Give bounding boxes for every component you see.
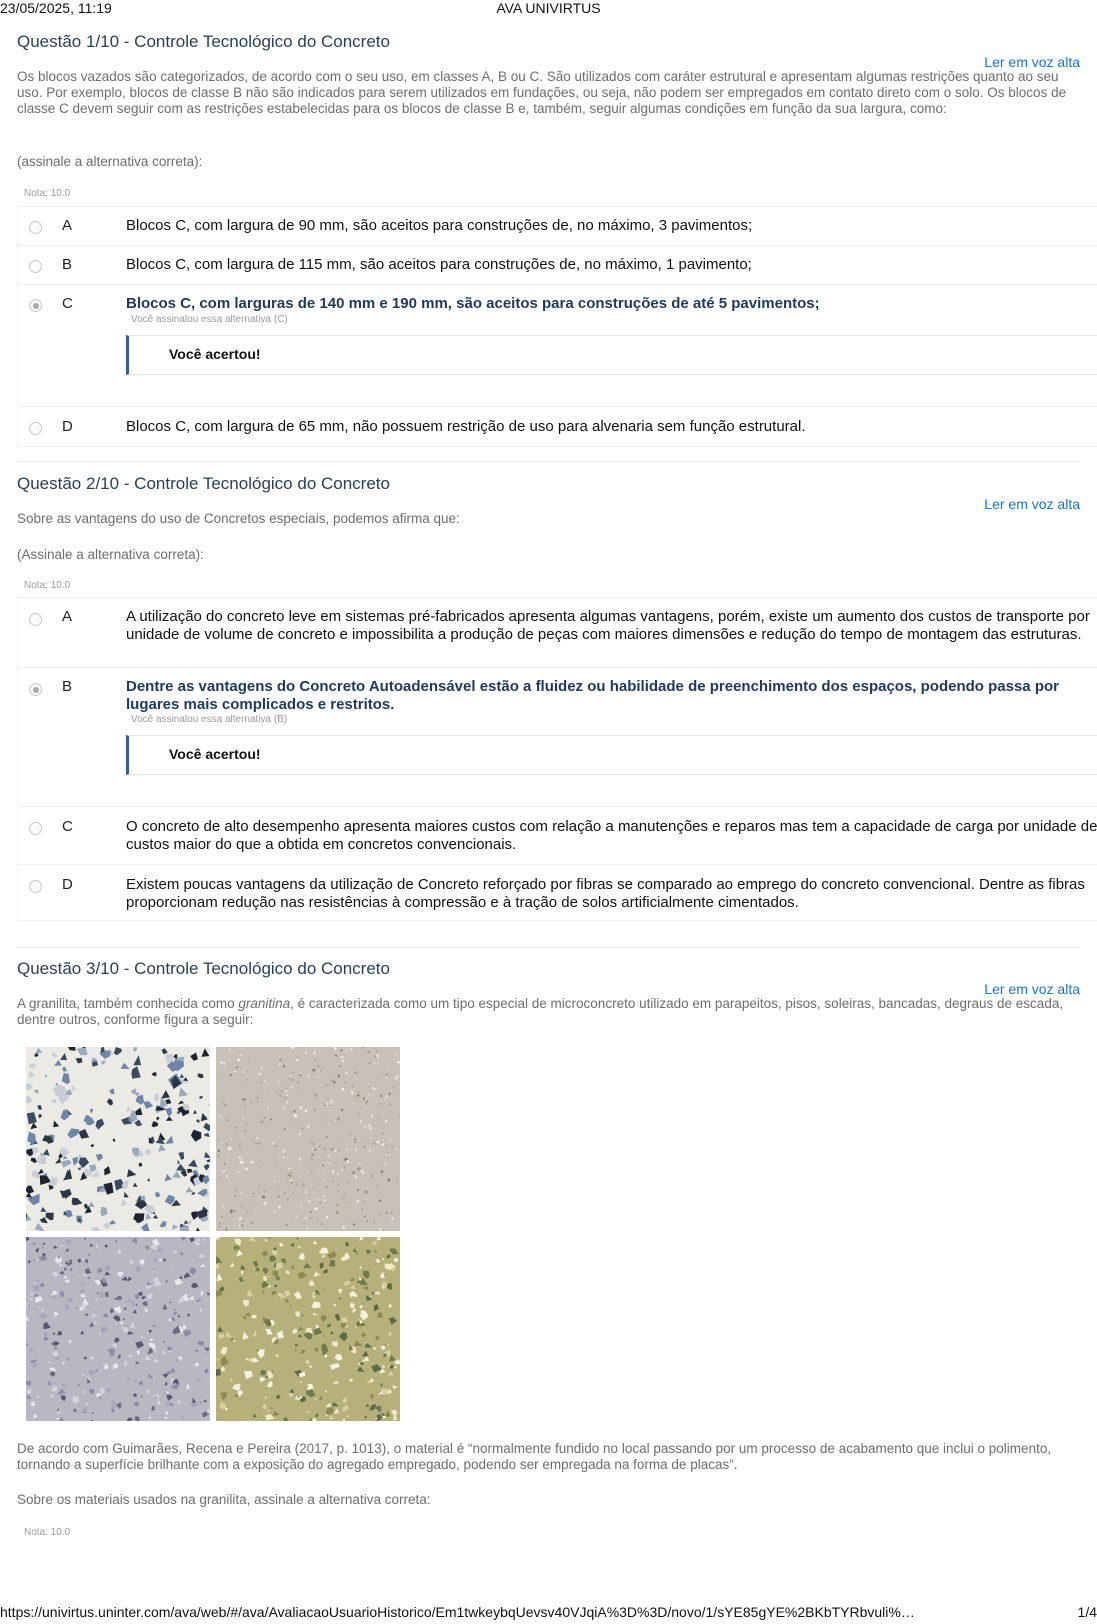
read-aloud-link[interactable]: Ler em voz alta <box>984 496 1080 512</box>
option-text: A utilização do concreto leve em sistemas pré-fabricados apresenta algumas vantagens, porém, existe um aumento dos custos de transporte por unidade de volume de concreto e impossibilita a produção de peças com maiores dimensões e redução do tempo de montagem das estruturas. <box>126 608 1090 643</box>
granilita-figure <box>26 1047 400 1421</box>
option-letter: D <box>62 418 73 435</box>
print-header <box>0 0 1097 18</box>
option-letter: B <box>62 678 73 695</box>
read-aloud-link[interactable]: Ler em voz alta <box>984 54 1080 70</box>
option-text-selected: Dentre as vantagens do Concreto Autoadensável estão a fluidez ou habilidade de preenchimento dos espaços, podendo passa por lugares mais complicados e restritos. <box>126 678 1059 713</box>
option-text: Blocos C, com largura de 90 mm, são aceitos para construções de, no máximo, 3 pavimentos; <box>126 217 753 234</box>
granilita-tile-lilac <box>26 1237 210 1421</box>
question-text-part: , é caracterizada como um tipo especial de microconcreto utilizado em parapeitos, pisos, soleiras, bancadas, degraus de escada, dentre outros, conforme figura a seguir: <box>17 996 1064 1027</box>
question-text <box>17 996 1080 1028</box>
option-letter: C <box>62 818 73 835</box>
feedback-box <box>126 735 1097 775</box>
question-title: Questão 1/10 - Controle Tecnológico do Concreto <box>17 32 390 51</box>
question-text-part: A granilita, também conhecida como <box>17 996 239 1011</box>
question-text: Os blocos vazados são categorizados, de acordo com o seu uso, em classes A, B ou C. São utilizados com caráter estrutural e apresentam algumas restrições quanto ao seu uso. Por exemplo, blocos de classe B não são indicados para serem utilizados em fundações, ou seja, não podem ser empregados em contato direto com o solo. Os blocos de classe C devem seguir com as restrições estabelecidas para os blocos de classe B e, também, seguir algumas condições em função da sua largura, como: <box>17 69 1067 116</box>
marked-alternative-note: Você assinalou essa alternativa (C) <box>131 314 288 325</box>
question-2 <box>17 474 1097 934</box>
radio-button[interactable] <box>29 613 42 626</box>
question-title: Questão 3/10 - Controle Tecnológico do Concreto <box>17 959 390 978</box>
option-c[interactable] <box>17 807 1097 865</box>
grade-label: Nota: 10.0 <box>24 1527 71 1538</box>
question-1 <box>17 32 1080 457</box>
question-instruction: (assinale a alternativa correta): <box>17 154 203 169</box>
read-aloud-link[interactable]: Ler em voz alta <box>984 981 1080 997</box>
print-page-number: 1/4 <box>1077 1604 1097 1620</box>
radio-button[interactable] <box>29 822 42 835</box>
radio-button[interactable] <box>29 260 42 273</box>
feedback-correct-text: Você acertou! <box>169 746 261 762</box>
granilita-tile-gray-fine <box>216 1047 400 1231</box>
option-b[interactable] <box>17 246 1097 285</box>
option-letter: A <box>62 608 73 625</box>
option-c-selected[interactable] <box>17 285 1097 407</box>
option-text: Blocos C, com largura de 65 mm, não possuem restrição de uso para alvenaria sem função estrutural. <box>126 418 806 435</box>
option-a[interactable] <box>17 207 1097 246</box>
option-a[interactable] <box>17 598 1097 668</box>
grade-label: Nota: 10.0 <box>24 188 71 199</box>
print-date: 23/05/2025, 11:19 <box>0 0 112 16</box>
radio-button[interactable] <box>29 422 42 435</box>
option-letter: B <box>62 256 73 273</box>
options-list <box>17 597 1097 921</box>
option-text-selected: Blocos C, com larguras de 140 mm e 190 mm, são aceitos para construções de até 5 pavimentos; <box>126 295 820 312</box>
option-letter: C <box>62 295 73 312</box>
question-text-italic: granitina <box>238 996 291 1011</box>
print-url: https://univirtus.uninter.com/ava/web/#/ava/AvaliacaoUsuarioHistorico/Em1twkeybqUevsv40VJqiA%3D%3D/novo/1/sYE85gYE%2BKbTYRbvuli%… <box>0 1604 915 1620</box>
print-site-title: AVA UNIVIRTUS <box>496 0 601 16</box>
question-separator <box>17 461 1080 462</box>
radio-button[interactable] <box>29 221 42 234</box>
feedback-box <box>126 335 1097 375</box>
option-letter: D <box>62 876 73 893</box>
option-letter: A <box>62 217 73 234</box>
option-text: Blocos C, com largura de 115 mm, são aceitos para construções de, no máximo, 1 pavimento; <box>126 256 752 273</box>
marked-alternative-note: Você assinalou essa alternativa (B) <box>131 714 288 725</box>
question-text: Sobre as vantagens do uso de Concretos especiais, podemos afirma que: <box>17 511 460 526</box>
option-d[interactable] <box>17 407 1097 447</box>
grade-label: Nota: 10.0 <box>24 580 71 591</box>
question-title: Questão 2/10 - Controle Tecnológico do Concreto <box>17 474 390 493</box>
option-text: Existem poucas vantagens da utilização de Concreto reforçado por fibras se comparado ao emprego do concreto convencional. Dentre as fibras proporcionam redução nas resistências à compressão e à tração de solos artificialmente cimentados. <box>126 876 1085 911</box>
option-b-selected[interactable] <box>17 668 1097 807</box>
radio-button[interactable] <box>29 880 42 893</box>
question-separator <box>17 947 1080 948</box>
radio-button-checked[interactable] <box>29 299 42 312</box>
feedback-correct-text: Você acertou! <box>169 346 261 362</box>
radio-button-checked[interactable] <box>29 683 42 696</box>
citation-text: De acordo com Guimarães, Recena e Pereira (2017, p. 1013), o material é “normalmente fundido no local passando por um processo de acabamento que inclui o polimento, tornando a superfície brilhante com a exposição do agregado empregado, podendo ser empregada na forma de placas”. <box>17 1441 1052 1472</box>
options-list <box>17 206 1097 447</box>
granilita-tile-dark-chips <box>26 1047 210 1231</box>
option-d[interactable] <box>17 865 1097 921</box>
question-instruction: Sobre os materiais usados na granilita, assinale a alternativa correta: <box>17 1492 431 1507</box>
option-text: O concreto de alto desempenho apresenta maiores custos com relação a manutenções e reparos mas tem a capacidade de carga por unidade de custos maior do que a obtida em concretos convencionais. <box>126 818 1097 853</box>
print-footer <box>0 1602 1097 1624</box>
question-instruction: (Assinale a alternativa correta): <box>17 547 204 562</box>
granilita-tile-green <box>216 1237 400 1421</box>
